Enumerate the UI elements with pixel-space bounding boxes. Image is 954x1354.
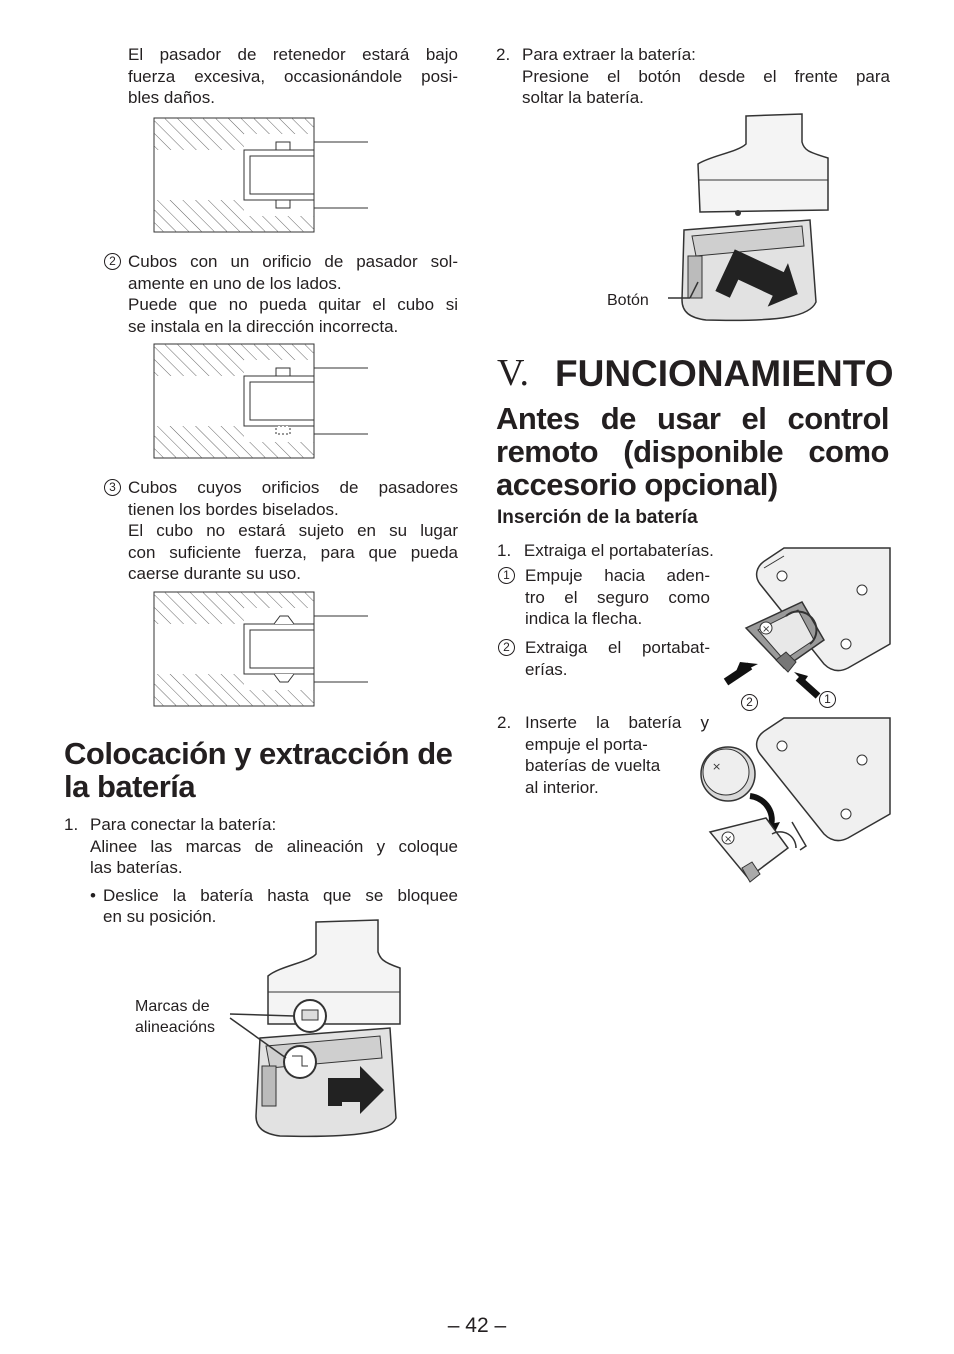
figure-marker-2: 2 xyxy=(741,694,758,711)
remote-step-1a-line: tro el seguro como xyxy=(525,587,710,607)
svg-text:×: × xyxy=(762,624,771,635)
remote-step-2-line: baterías de vuelta xyxy=(525,756,661,775)
remote-step-2 xyxy=(497,712,709,798)
bullet-line: Deslice la batería hasta que se bloquee xyxy=(103,885,458,905)
intro-paragraph xyxy=(128,44,458,109)
remote-step-2-line: empuje el porta- xyxy=(525,734,648,754)
socket-diagram-3 xyxy=(150,590,372,708)
remote-step-1b-line: Extraiga el portabat- xyxy=(525,638,710,657)
socket-diagram-1 xyxy=(150,116,372,234)
section-title: FUNCIONAMIENTO xyxy=(555,353,894,394)
label-line: alineacións xyxy=(135,1019,216,1036)
remote-step-1 xyxy=(497,540,714,562)
remote-step-1a-line: Empuje hacia aden- xyxy=(525,566,710,585)
remote-control-heading xyxy=(496,402,889,501)
remote-step-2-line: al interior. xyxy=(525,777,599,797)
intro-line: El pasador de retenedor estará bajo xyxy=(128,45,458,64)
remote-battery-insert-illustration xyxy=(696,718,890,888)
item-3 xyxy=(104,477,458,585)
step-1-number: 1. xyxy=(64,815,79,834)
item-3-line: tienen los bordes biselados. xyxy=(128,499,339,519)
subheading-line: remoto (disponible como xyxy=(496,434,889,469)
step-1 xyxy=(64,814,458,928)
subheading-line: accesorio opcional) xyxy=(496,467,778,502)
item-3-line: El cubo no estará sujeto en su lugar xyxy=(128,521,458,540)
battery-attach-illustration xyxy=(230,918,410,1146)
step-2-remove xyxy=(496,44,890,109)
step-2-line: Presione el botón desde el frente para xyxy=(522,66,890,86)
item-2-number: 2 xyxy=(104,253,121,270)
battery-remove-illustration xyxy=(668,112,838,326)
remote-step-1a-number: 1 xyxy=(498,567,515,584)
item-3-line: con suficiente fuerza, para que pueda xyxy=(128,542,458,562)
step-1-line: las baterías. xyxy=(90,858,183,877)
socket-diagram-2 xyxy=(150,342,372,460)
remote-step-1a xyxy=(498,565,710,630)
item-2-line: se instala en la dirección incorrecta. xyxy=(128,316,399,336)
heading-line: la batería xyxy=(64,769,196,804)
intro-line: fuerza excesiva, occasionándole posi- xyxy=(128,66,458,86)
alignment-marks-label xyxy=(135,996,215,1038)
item-3-line: caerse durante su uso. xyxy=(128,564,301,583)
step-1-line: Alinee las marcas de alineación y coloque xyxy=(90,836,458,856)
bullet-line: en su posición. xyxy=(103,907,217,926)
remote-step-2-line: Inserte la batería y xyxy=(525,713,709,732)
step-1-line: Para conectar la batería: xyxy=(90,815,277,834)
button-label: Botón xyxy=(607,292,649,309)
figure-marker-1: 1 xyxy=(819,691,836,708)
intro-line: bles daños. xyxy=(128,88,215,107)
heading-line: Colocación y extracción de xyxy=(64,736,453,771)
item-2-line: Cubos con un orificio de pasador sol- xyxy=(128,252,458,271)
remote-step-1b xyxy=(498,637,710,680)
battery-insertion-heading: Inserción de la batería xyxy=(497,507,698,528)
item-2-line: amente en uno de los lados. xyxy=(128,273,342,293)
remote-step-1-text: Extraiga el portabaterías. xyxy=(523,541,714,560)
item-2 xyxy=(104,251,458,337)
item-3-number: 3 xyxy=(104,479,121,496)
subheading-line: Antes de usar el control xyxy=(496,401,889,436)
remote-holder-remove-illustration xyxy=(724,548,890,716)
page-number: – 42 – xyxy=(447,1314,507,1337)
remote-step-1b-number: 2 xyxy=(498,639,515,656)
step-2-line: soltar la batería. xyxy=(522,88,644,107)
bullet-marker: • xyxy=(90,885,96,905)
item-2-line: Puede que no pueda quitar el cubo si xyxy=(128,295,458,314)
section-roman-numeral: V. xyxy=(497,352,530,394)
label-line: Marcas de xyxy=(135,998,210,1015)
remote-step-2-number: 2. xyxy=(497,713,512,732)
svg-text:×: × xyxy=(712,760,722,773)
step-2-number: 2. xyxy=(496,45,511,64)
item-3-line: Cubos cuyos orificios de pasadores xyxy=(128,478,458,497)
remote-step-1-number: 1. xyxy=(497,541,512,560)
svg-text:×: × xyxy=(724,834,733,845)
remote-step-1b-line: erías. xyxy=(525,659,568,679)
step-2-line: Para extraer la batería: xyxy=(522,45,696,64)
section-heading-battery xyxy=(64,737,464,803)
remote-step-1a-line: indica la flecha. xyxy=(525,609,643,628)
section-heading-operation xyxy=(497,352,897,396)
